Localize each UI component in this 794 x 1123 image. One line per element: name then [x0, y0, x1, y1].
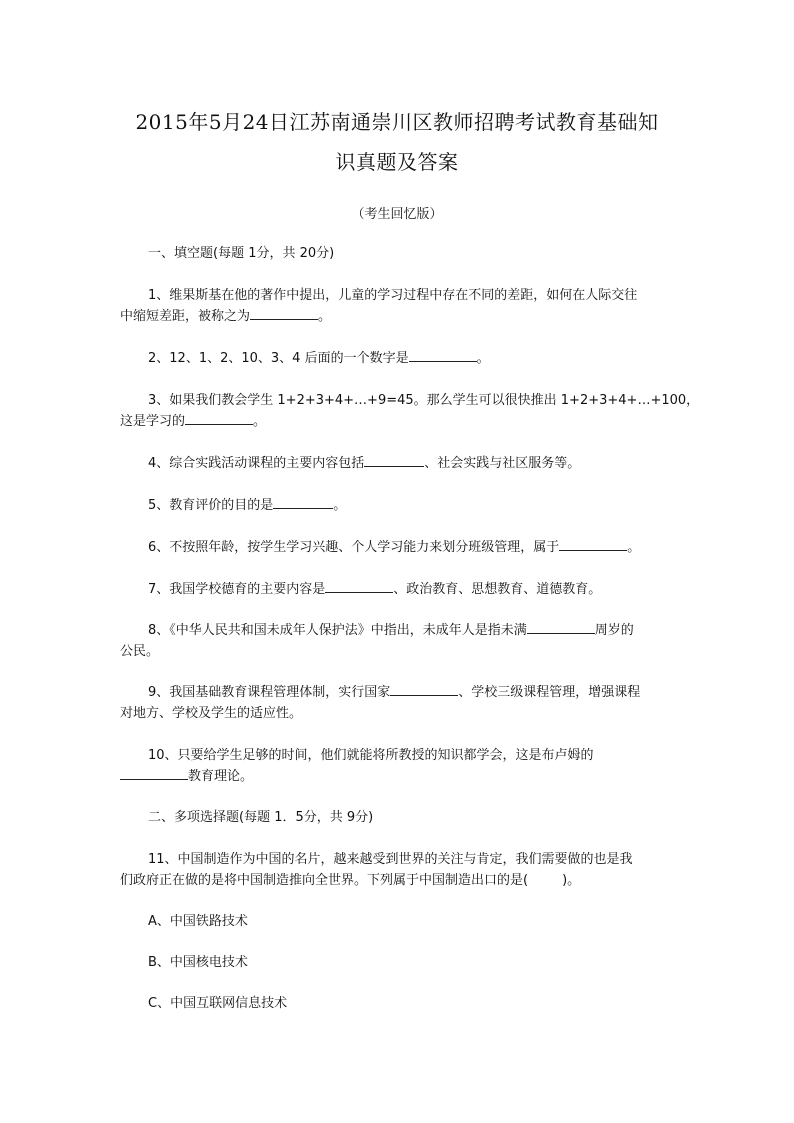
option-text: C、中国互联网信息技术: [148, 996, 288, 1011]
question-text: 这是学习的: [120, 414, 186, 429]
question-punctuation: 。: [333, 498, 347, 513]
answer-blank: [185, 411, 253, 425]
question-8-line1: [120, 620, 680, 641]
question-text: 中缩短差距，被称之为: [120, 309, 251, 324]
answer-blank: [527, 620, 595, 634]
question-text: 、学校三级课程管理，增强课程: [458, 685, 641, 700]
document-title-line2: 识真题及答案: [335, 150, 459, 174]
question-11-line2: [120, 870, 680, 891]
question-text: 4、综合实践活动课程的主要内容包括: [148, 456, 365, 471]
answer-blank: [273, 495, 333, 509]
question-9-line2: [120, 703, 680, 724]
question-7: [120, 579, 680, 600]
document-subtitle: （考生回忆版）: [351, 207, 443, 222]
answer-blank: [559, 537, 627, 551]
question-punctuation: 。: [318, 309, 332, 324]
question-punctuation: 。: [476, 351, 490, 366]
question-text: 周岁的: [594, 623, 634, 638]
question-text: 3、如果我们教会学生 1+2+3+4+…+9=45。那么学生可以很快推出 1+2+3+4+…+100，: [148, 393, 700, 408]
question-text: 7、我国学校德育的主要内容是: [148, 582, 326, 597]
question-10-line2: [120, 766, 680, 787]
option-a: [120, 911, 680, 932]
document-title-line1: 2015年5月24日江苏南通崇川区教师招聘考试教育基础知: [135, 110, 659, 134]
option-text: A、中国铁路技术: [148, 914, 248, 929]
question-punctuation: 。: [627, 540, 641, 555]
answer-blank: [409, 348, 477, 362]
option-b: [120, 952, 680, 973]
section-heading-multiple-choice: [120, 807, 680, 828]
section-label: 一、填空题(每题 1分，共 20分): [148, 246, 335, 261]
section-label: 二、多项选择题(每题 1．5分，共 9分): [148, 810, 374, 825]
question-9-line1: [120, 682, 680, 703]
answer-blank: [120, 766, 188, 780]
question-text: 5、教育评价的目的是: [148, 498, 274, 513]
question-1-line1: [120, 285, 680, 306]
question-text: 公民。: [120, 644, 160, 659]
question-6: [120, 537, 680, 558]
answer-blank: [364, 453, 424, 467]
question-punctuation: )。: [562, 873, 581, 888]
question-punctuation: 。: [253, 414, 267, 429]
option-c: [120, 993, 680, 1014]
question-text: 2、12、1、2、10、3、4 后面的一个数字是: [148, 351, 409, 366]
question-10-line1: [120, 745, 680, 766]
question-text: 教育理论。: [188, 769, 254, 784]
question-4: [120, 453, 680, 474]
question-text: 6、不按照年龄，按学生学习兴趣、个人学习能力来划分班级管理，属于: [148, 540, 560, 555]
option-text: B、中国核电技术: [148, 955, 248, 970]
question-text: 8、《中华人民共和国未成年人保护法》中指出，未成年人是指未满: [148, 623, 527, 638]
question-8-line2: [120, 641, 680, 662]
question-text: 1、维果斯基在他的著作中提出，儿童的学习过程中存在不同的差距，如何在人际交往: [148, 288, 638, 303]
question-text: 11、中国制造作为中国的名片，越来越受到世界的关注与肯定，我们需要做的也是我: [148, 852, 633, 867]
question-11-line1: [120, 849, 680, 870]
question-3-line1: [120, 390, 700, 411]
answer-blank: [325, 579, 393, 593]
question-text: 、政治教育、思想教育、道德教育。: [393, 582, 602, 597]
question-text: 对地方、学校及学生的适应性。: [120, 706, 303, 721]
answer-blank: [390, 682, 458, 696]
question-text: 9、我国基础教育课程管理体制，实行国家: [148, 685, 391, 700]
question-2: [120, 348, 680, 369]
question-1-line2: [120, 306, 680, 327]
section-heading-fill-in: [120, 243, 680, 264]
question-text: 们政府正在做的是将中国制造推向全世界。下列属于中国制造出口的是(: [120, 873, 529, 888]
question-3-line2: [120, 411, 680, 432]
question-text: 、社会实践与社区服务等。: [424, 456, 581, 471]
answer-blank: [250, 306, 318, 320]
question-5: [120, 495, 680, 516]
question-text: 10、只要给学生足够的时间，他们就能将所教授的知识都学会，这是布卢姆的: [148, 748, 594, 763]
